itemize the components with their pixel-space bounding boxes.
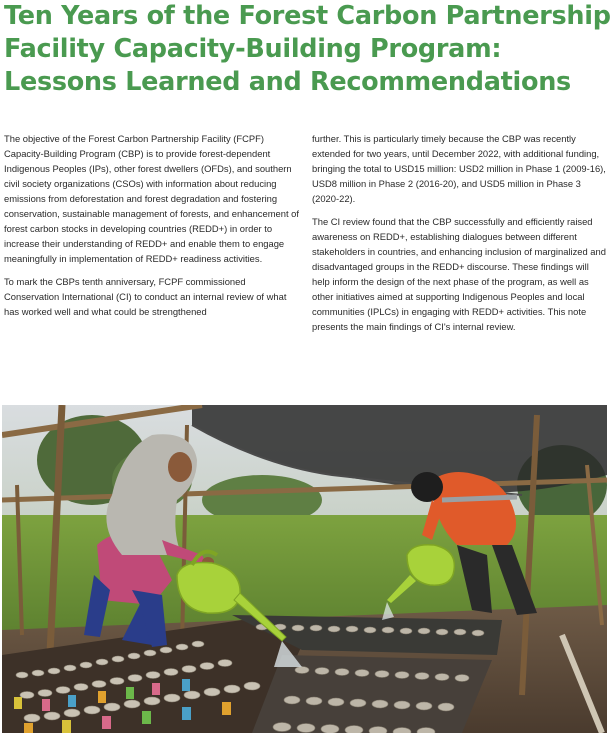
page-title [4, 0, 611, 99]
title-line-2: Facility Capacity-Building Program: [4, 34, 502, 64]
left-text-column [4, 131, 300, 327]
right-text-column [312, 131, 608, 342]
paragraph-objective: The objective of the Forest Carbon Partnership Facility (FCPF) Capacity-Building Program (CBP) is to provide forest-dependent Indigenous Peoples (IPs), other forest dwellers (OFDs), and southern civil society organizations (CSOs) with information about reducing emissions from deforestation and forest degradation and fostering conservation, sustainable management of forests, and enhancement of forest carbon stocks in developing countries (REDD+) in order to increase their understanding of REDD+ and enable them to engage meaningfully in implementation of REDD+ readiness activities. [4, 133, 299, 264]
paragraph-anniversary: To mark the CBPs tenth anniversary, FCPF commissioned Conservation International (CI) to conduct an internal review of what has worked well and what could be strengthened [4, 276, 287, 317]
title-line-1: Ten Years of the Forest Carbon Partnership [4, 1, 611, 31]
paragraph-findings: The CI review found that the CBP successfully and efficiently raised awareness on REDD+, establishing dialogues between different stakeholders in countries, and enhancing inclusion of marginalized and disadvantaged groups in the REDD+ discourse. These findings will help inform the design of the next phase of the program, as well as other initiatives aimed at supporting Indigenous Peoples and local communities (IPLCs) in engaging with REDD+ activities. This note presents the main findings of CI's internal review. [312, 216, 606, 332]
paragraph-funding: further. This is particularly timely because the CBP was recently extended for two years, until December 2022, with additional funding, bringing the total to USD15 million: USD2 million in Phase 1 (2009-16), USD8 million in Phase 2 (2016-20), and USD5 million in Phase 3 (2020-22). [312, 133, 606, 204]
nursery-photo [2, 405, 607, 733]
title-line-3: Lessons Learned and Recommendations [4, 67, 571, 97]
